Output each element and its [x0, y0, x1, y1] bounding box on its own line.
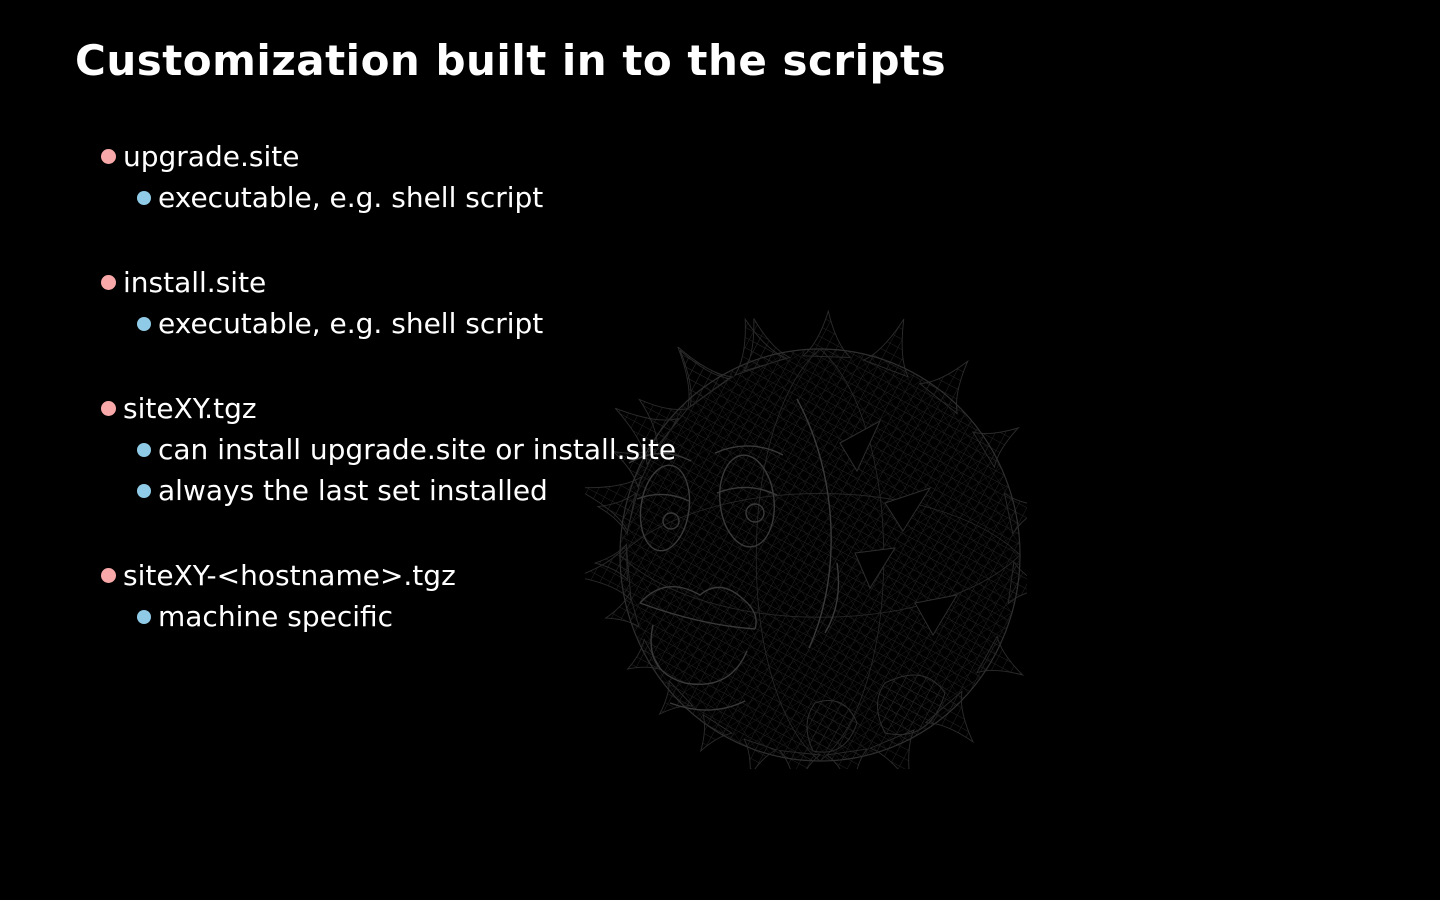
- bullet-item-level1: [101, 136, 676, 177]
- bullet-label: siteXY-<hostname>.tgz: [123, 559, 456, 592]
- bullet-label: upgrade.site: [123, 140, 300, 173]
- bullet-group-sitexy-tgz: [101, 388, 676, 511]
- bullet-dot-level2: [137, 610, 151, 624]
- bullet-group-sitexy-hostname-tgz: [101, 555, 676, 637]
- slide-title: Customization built in to the scripts: [75, 36, 947, 85]
- bullet-group-upgrade-site: [101, 136, 676, 218]
- bullet-label: siteXY.tgz: [123, 392, 257, 425]
- bullet-item-level2: [101, 596, 676, 637]
- bullet-label: install.site: [123, 266, 267, 299]
- bullet-item-level2: [101, 429, 676, 470]
- bullet-group-install-site: [101, 262, 676, 344]
- bullet-dot-level1: [101, 275, 116, 290]
- bullet-label: can install upgrade.site or install.site: [158, 433, 677, 466]
- bullet-list: [101, 136, 676, 681]
- bullet-item-level1: [101, 262, 676, 303]
- bullet-dot-level2: [137, 317, 151, 331]
- bullet-dot-level2: [137, 484, 151, 498]
- bullet-item-level1: [101, 388, 676, 429]
- bullet-label: machine specific: [158, 600, 394, 633]
- bullet-item-level2: [101, 177, 676, 218]
- bullet-dot-level2: [137, 443, 151, 457]
- bullet-item-level2: [101, 303, 676, 344]
- bullet-dot-level2: [137, 191, 151, 205]
- bullet-label: executable, e.g. shell script: [158, 307, 544, 340]
- bullet-item-level2: [101, 470, 676, 511]
- bullet-dot-level1: [101, 401, 116, 416]
- bullet-item-level1: [101, 555, 676, 596]
- bullet-label: executable, e.g. shell script: [158, 181, 544, 214]
- bullet-dot-level1: [101, 149, 116, 164]
- bullet-dot-level1: [101, 568, 116, 583]
- bullet-label: always the last set installed: [158, 474, 548, 507]
